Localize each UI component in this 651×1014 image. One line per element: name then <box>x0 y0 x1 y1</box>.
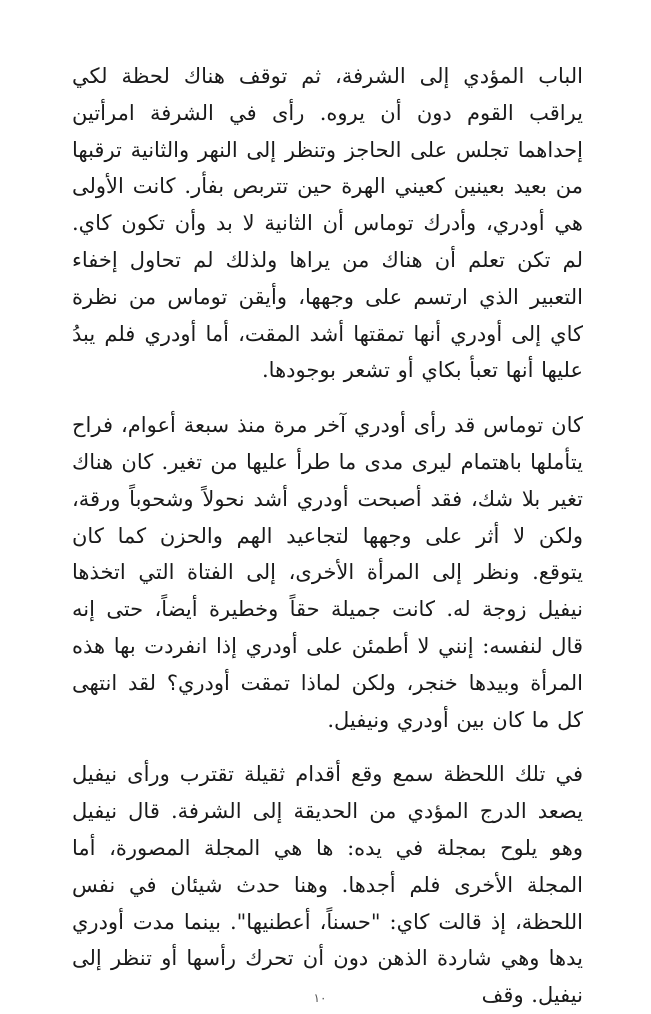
paragraph-3: في تلك اللحظة سمع وقع أقدام ثقيلة تقترب ورأى نيفيل يصعد الدرج المؤدي من الحديقة إلى الشرفة. قال نيفيل وهو يلوح بمجلة في يده: ها هي المجلة المصورة، أما المجلة الأخرى فلم أجدها. وهنا حدث شيئان في نفس اللحظة، إذ قالت كاي: "حسناً، أعطنيها". بينما مدت أودري يدها وهي شاردة الذهن دون أن تحرك رأسها أو تنظر إلى نيفيل. وقف <box>72 762 583 1008</box>
paragraph-2: كان توماس قد رأى أودري آخر مرة منذ سبعة أعوام، فراح يتأملها باهتمام ليرى مدى ما طرأ عليها من تغير. كان هناك تغير بلا شك، فقد أصبحت أودري أشد نحولاً وشحوباً ورقة، ولكن لا أثر على وجهها لتجاعيد الهم والحزن كما كان يتوقع. ونظر إلى المرأة الأخرى، إلى الفتاة التي اتخذها نيفيل زوجة له. كانت جميلة حقاً وخطيرة أيضاً، حتى إنه قال لنفسه: إنني لا أطمئن على أودري إذا انفردت بها هذه المرأة وبيدها خنجر، ولكن لماذا تمقت أودري؟ لقد انتهى كل ما كان بين أودري ونيفيل. <box>72 413 583 732</box>
page-number-fragment: ١٠ <box>313 991 327 1005</box>
paragraph-1: الباب المؤدي إلى الشرفة، ثم توقف هناك لحظة لكي يراقب القوم دون أن يروه. رأى في الشرفة امرأتين إحداهما تجلس على الحاجز وتنظر إلى النهر والثانية ترقبها من بعيد بعينين كعيني الهرة حين تتربص بفأر. كانت الأولى هي أودري، وأدرك توماس أن الثانية لا بد وأن تكون كاي. لم تكن تعلم أن هناك من يراها ولذلك لم تحاول إخفاء التعبير الذي ارتسم على وجهها، وأيقن توماس من نظرة كاي إلى أودري أنها تمقتها أشد المقت، أما أودري فلم يبدُ عليها أنها تعبأ بكاي أو تشعر بوجودها. <box>72 64 583 383</box>
